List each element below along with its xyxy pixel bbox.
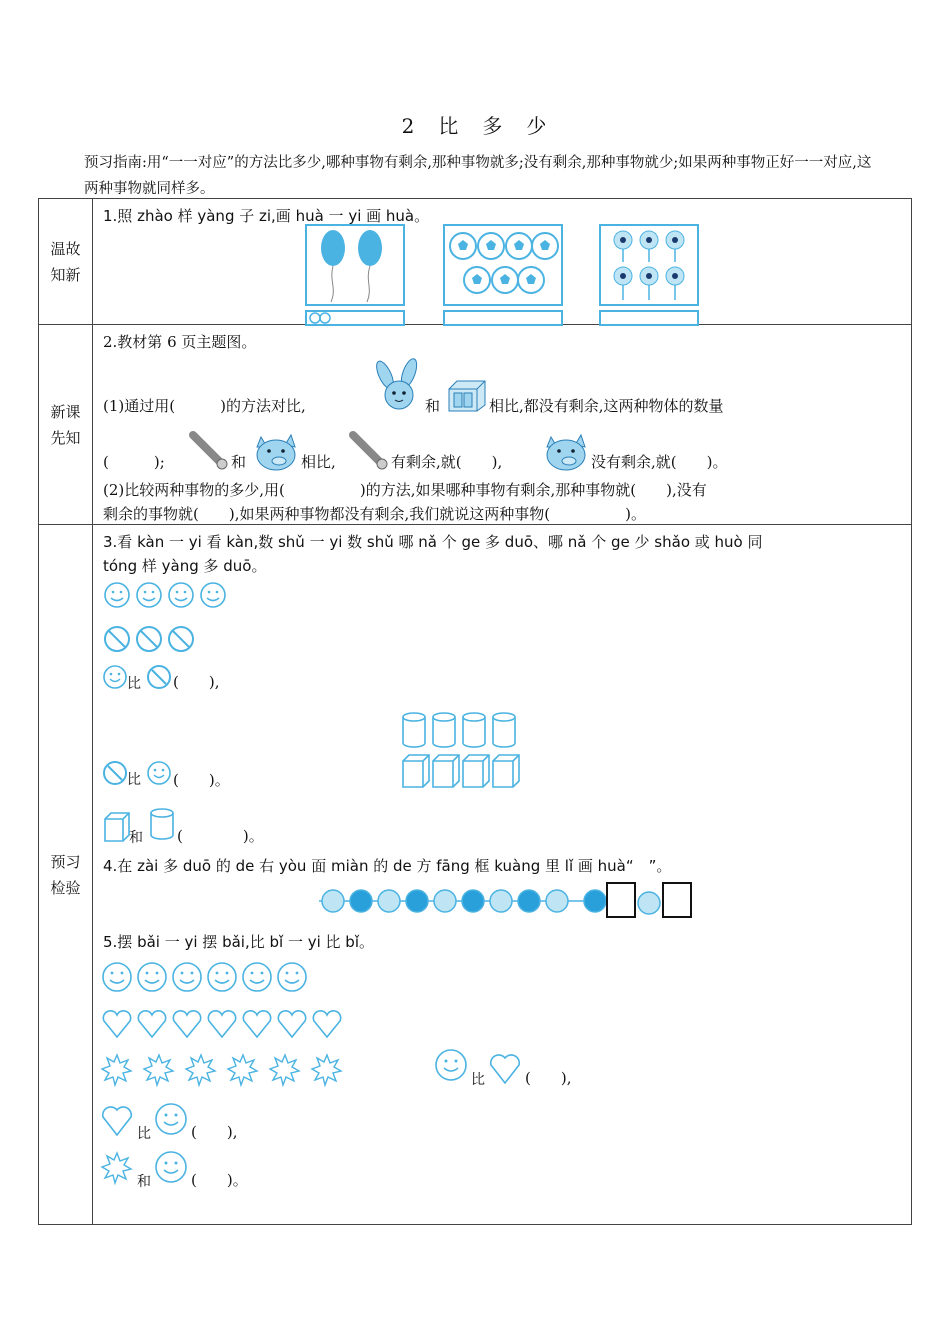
smiley-icon-row — [103, 581, 233, 611]
section-label-new: 新课 先知 — [39, 325, 93, 525]
q2-part2-e: 没有剩余,就( )。 — [591, 453, 728, 471]
no-sign-icon-2 — [103, 761, 127, 785]
heart-icon-row — [101, 1007, 351, 1043]
q3-compare1-label: 比 — [127, 676, 141, 692]
bead-string — [319, 881, 699, 921]
q2-part1-a: (1)通过用( )的方法对比, — [103, 397, 306, 415]
question-2: 2.教材第 6 页主题图。 — [103, 333, 257, 351]
football-picture-box — [443, 224, 563, 306]
section-label-review: 温故 知新 — [39, 199, 93, 325]
q5-compare1-label: 比 — [471, 1072, 485, 1088]
box-icon — [447, 379, 487, 413]
q2-part4: 剩余的事物就( ),如果两种事物都没有剩余,我们就说这两种事物( )。 — [103, 505, 646, 523]
q3-compare3-blank[interactable]: ( )。 — [177, 827, 264, 845]
q5-compare3-blank[interactable]: ( )。 — [191, 1171, 248, 1189]
preview-guide: 预习指南:用“一一对应”的方法比多少,哪种事物有剩余,那种事物就多;没有剩余,那种事物就少;如果两种事物正好一一对应,这两种事物就同样多。 — [84, 155, 872, 197]
pig-icon — [253, 429, 299, 473]
q2-part1-b: 和 — [425, 397, 441, 415]
q2-part1-c: 相比,都没有剩余,这两种物体的数量 — [489, 397, 724, 415]
question-3-line2: tóng 样 yàng 多 duō。 — [103, 557, 267, 575]
question-4: 4.在 zài 多 duō 的 de 右 yòu 面 miàn 的 de 方 fāng 框 kuàng 里 lǐ 画 huà“ ”。 — [103, 857, 672, 875]
heart-icon-2 — [101, 1103, 135, 1137]
q3-compare2-label: 比 — [127, 772, 141, 788]
page-title: 2 比 多 少 — [401, 114, 549, 138]
balloon-icon-group — [307, 226, 403, 304]
flower-icon-group — [601, 226, 697, 304]
q5-compare1-blank[interactable]: ( ), — [525, 1069, 572, 1087]
smiley-icon-5 — [155, 1151, 189, 1185]
question-5: 5.摆 bǎi 一 yi 摆 bǎi,比 bǐ 一 yi 比 bǐ。 — [103, 933, 374, 951]
q3-compare2-blank[interactable]: ( )。 — [173, 771, 230, 789]
smiley-icon-row-2 — [101, 961, 311, 997]
q2-part2-a: ( ); — [103, 453, 165, 471]
review-content — [93, 199, 912, 325]
q3-compare1-blank[interactable]: ( ), — [173, 673, 220, 691]
q5-compare3-label: 和 — [137, 1174, 151, 1190]
q2-part3: (2)比较两种事物的多少,用( )的方法,如果哪种事物有剩余,那种事物就( ),没有 — [103, 481, 707, 499]
no-sign-icon-row — [103, 625, 203, 655]
rabbit-icon — [371, 361, 423, 413]
sun-icon-row — [101, 1053, 351, 1089]
check-content — [93, 525, 912, 1225]
smiley-icon-3 — [435, 1049, 469, 1083]
q2-part2-d: 有剩余,就( ), — [391, 453, 503, 471]
q2-part2-c: 相比, — [301, 453, 336, 471]
new-content — [93, 325, 912, 525]
worksheet-table — [38, 198, 912, 1225]
question-1: 1.照 zhào 样 yàng 子 zi,画 huà 一 yi 画 huà。 — [103, 207, 430, 225]
q5-compare2-label: 比 — [137, 1126, 151, 1142]
question-3-line1: 3.看 kàn 一 yi 看 kàn,数 shǔ 一 yi 数 shǔ 哪 nǎ 个 ge 多 duō、哪 nǎ 个 ge 少 shǎo 或 huò 同 — [103, 533, 763, 551]
no-sign-icon — [147, 665, 171, 689]
cylinder-icon — [149, 807, 175, 841]
section-label-check: 预习 检验 — [39, 525, 93, 1225]
circle-icon-group — [307, 312, 403, 324]
balloon-picture-box — [305, 224, 405, 306]
football-icon-group — [445, 226, 561, 304]
log-icon-2 — [347, 429, 389, 471]
pig-icon-2 — [543, 429, 589, 473]
heart-icon — [489, 1051, 523, 1085]
q3-compare3-label: 和 — [129, 830, 143, 846]
log-icon — [187, 429, 229, 471]
cylinder-cube-icon-group — [401, 711, 521, 791]
q2-part2-b: 和 — [231, 453, 247, 471]
smiley-icon-2 — [147, 761, 171, 785]
answer-square-2[interactable] — [663, 883, 691, 917]
smiley-icon — [103, 665, 127, 689]
smiley-icon-4 — [155, 1103, 189, 1137]
flower-picture-box — [599, 224, 699, 306]
sun-icon — [101, 1151, 135, 1185]
q5-compare2-blank[interactable]: ( ), — [191, 1123, 238, 1141]
answer-square-1[interactable] — [607, 883, 635, 917]
